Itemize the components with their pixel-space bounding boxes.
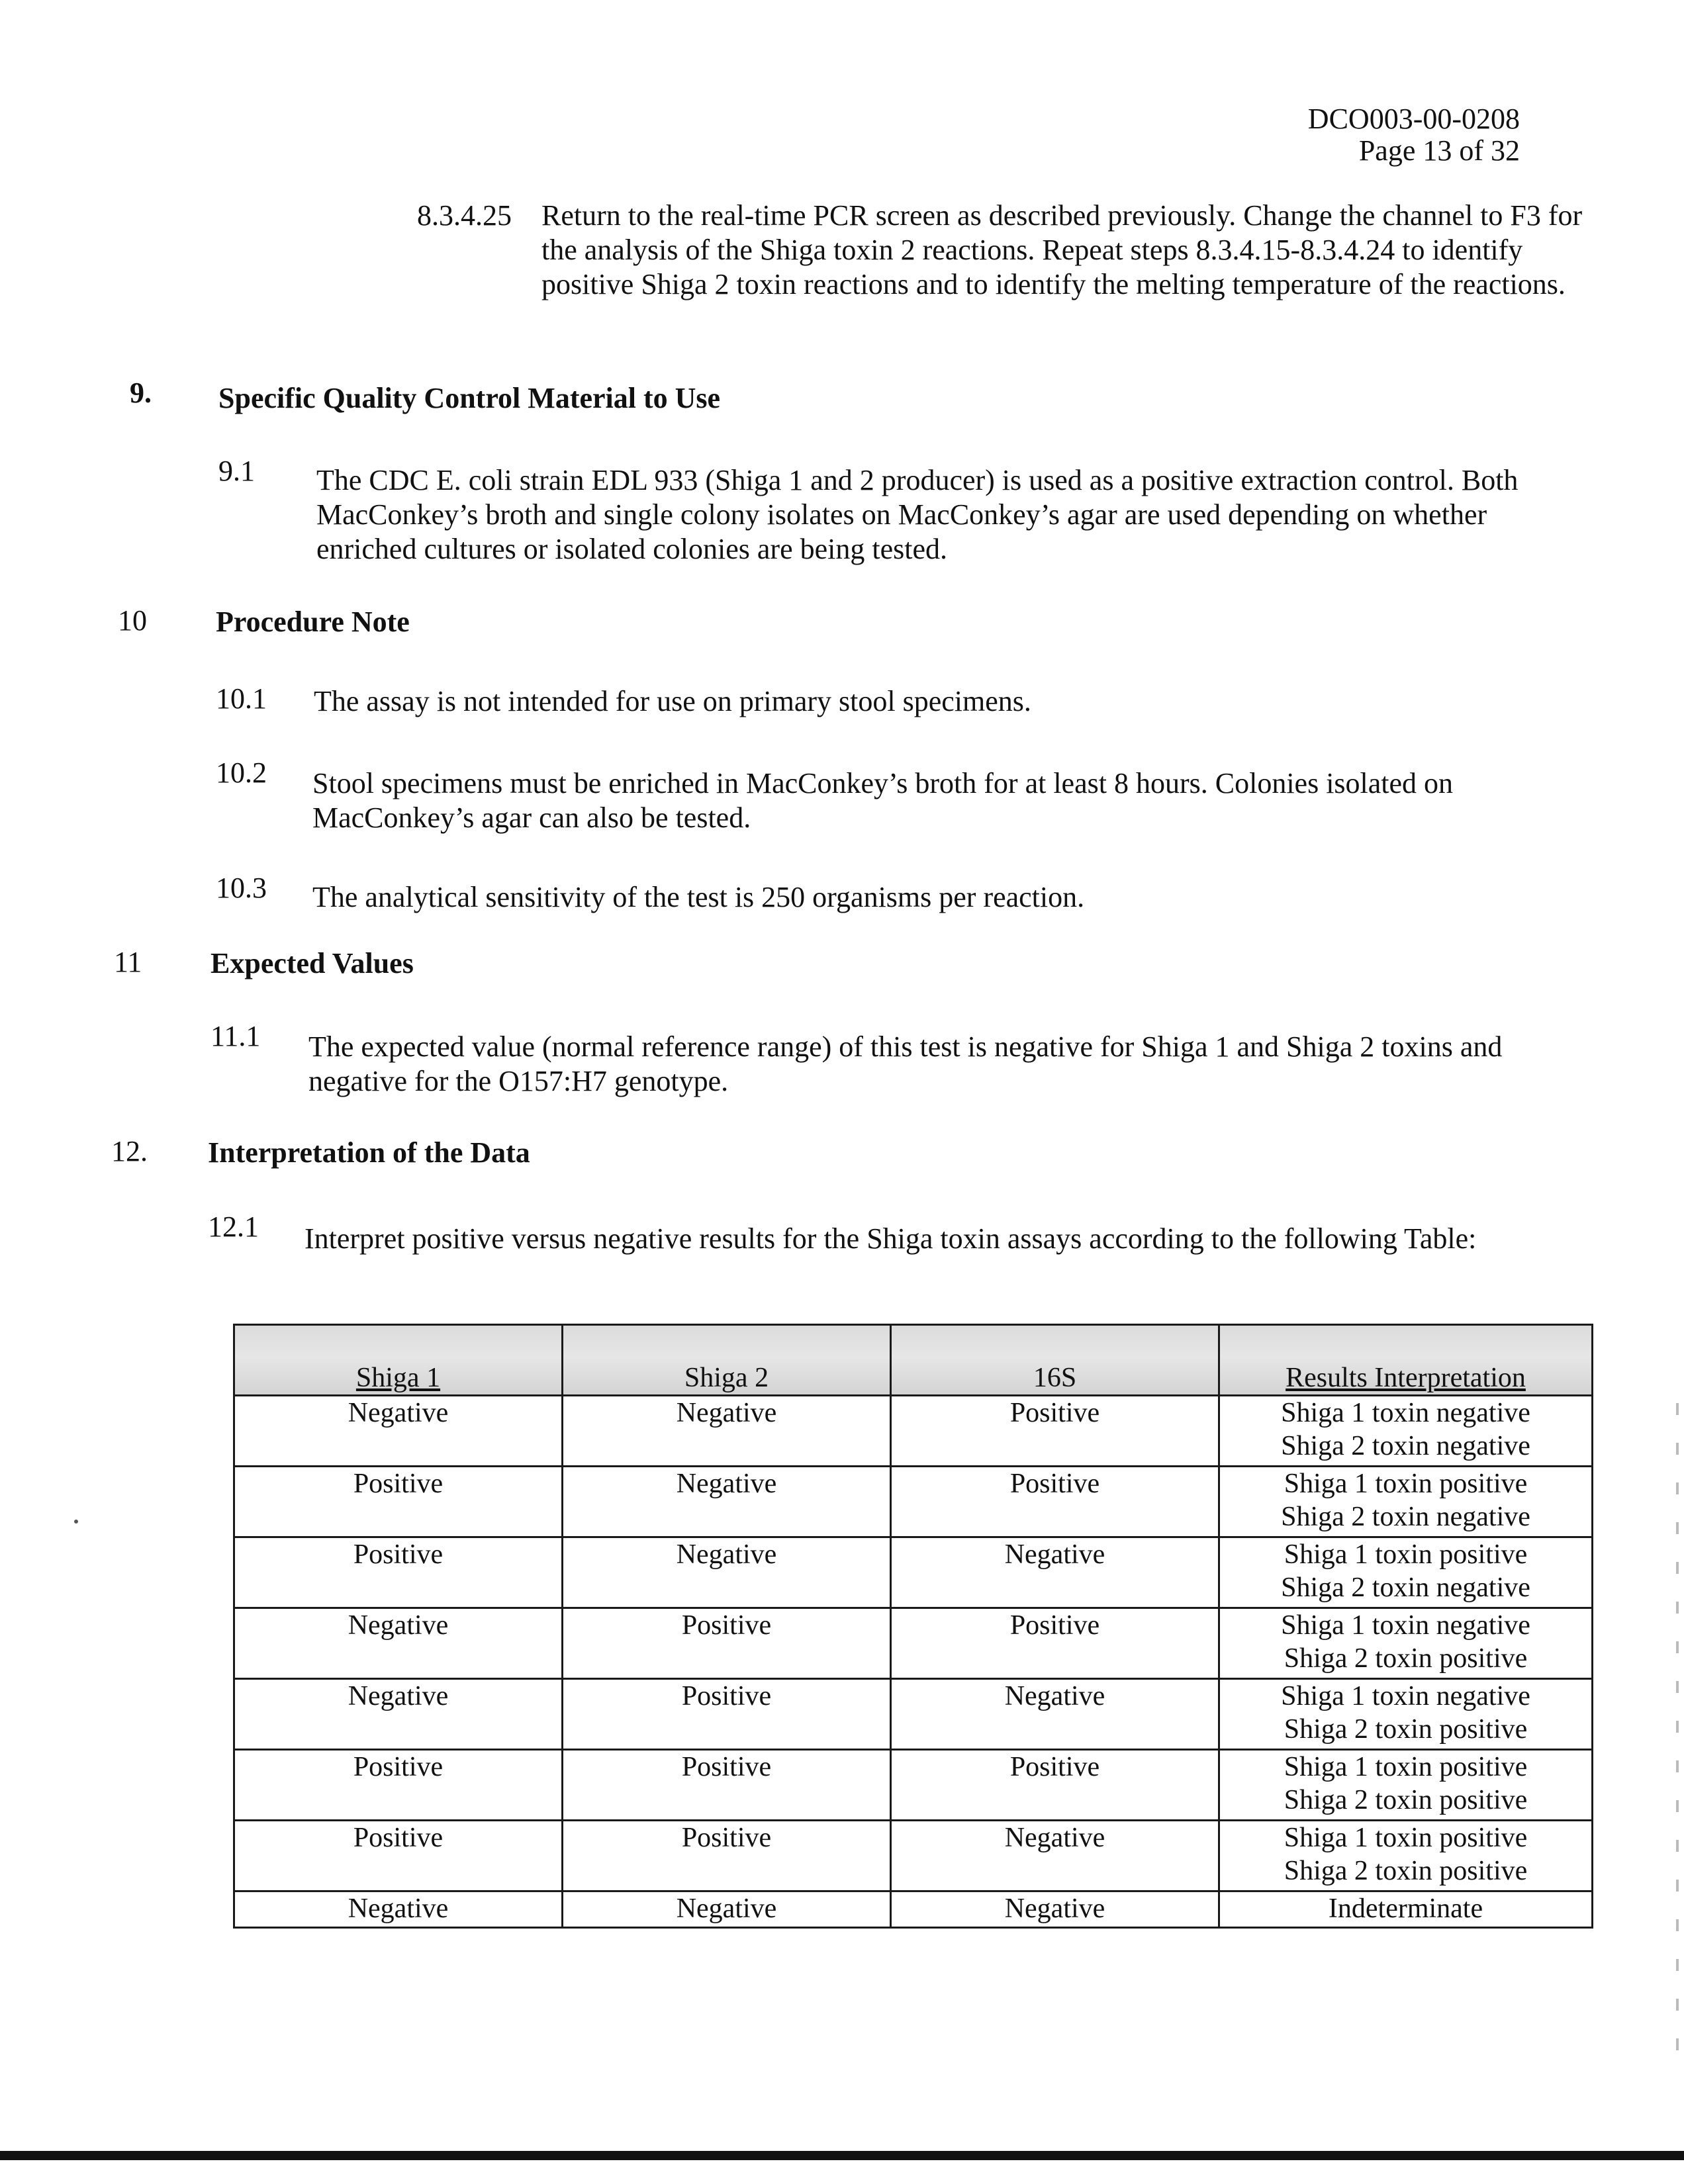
item-text: The CDC E. coli strain EDL 933 (Shiga 1 and 2 producer) is used as a positive extraction control. Both MacConkey’s broth and single colony isolates on MacConkey’s agar are used depending on whether enriched cultures or isolated colonies are being tested.: [316, 464, 1519, 565]
cell-shiga2: Positive: [563, 1750, 891, 1821]
cell-16s: Negative: [891, 1537, 1219, 1608]
table-row: [234, 1608, 1593, 1679]
item-number: 10.1: [216, 682, 267, 715]
cell-shiga1: Positive: [234, 1821, 563, 1891]
table-row: [234, 1467, 1593, 1537]
cell-16s: Positive: [891, 1750, 1219, 1821]
cell-shiga2: Negative: [563, 1396, 891, 1467]
item-text: Stool specimens must be enriched in MacConkey’s broth for at least 8 hours. Colonies isolated on MacConkey’s agar can also be tested.: [312, 767, 1454, 834]
section-number: 11: [114, 946, 142, 978]
column-header-16s: 16S: [891, 1325, 1219, 1396]
cell-interpretation: Shiga 1 toxin positive Shiga 2 toxin positive: [1219, 1821, 1593, 1891]
column-header-results-interpretation: Results Interpretation: [1219, 1325, 1593, 1396]
cell-shiga1: Negative: [234, 1608, 563, 1679]
section-heading: Specific Quality Control Material to Use: [218, 382, 721, 414]
cell-16s: Negative: [891, 1891, 1219, 1928]
results-interpretation-table: [233, 1324, 1593, 1929]
cell-interpretation: Indeterminate: [1219, 1891, 1593, 1928]
section-number: 10: [118, 604, 147, 637]
item-text: The expected value (normal reference range) of this test is negative for Shiga 1 and Shiga 2 toxins and negative for the O157:H7 genotype.: [308, 1030, 1503, 1097]
table-row: [234, 1396, 1593, 1467]
item-text: The analytical sensitivity of the test is 250 organisms per reaction.: [312, 881, 1085, 913]
scan-edge-marks: [1676, 1403, 1679, 2065]
cell-interpretation: Shiga 1 toxin negative Shiga 2 toxin negative: [1219, 1396, 1593, 1467]
item-number: 10.2: [216, 756, 267, 789]
column-header-shiga2: Shiga 2: [563, 1325, 891, 1396]
cell-shiga2: Negative: [563, 1537, 891, 1608]
cell-shiga2: Positive: [563, 1679, 891, 1750]
step-number: 8.3.4.25: [417, 199, 512, 232]
page-number: Page 13 of 32: [1358, 134, 1520, 167]
item-number: 12.1: [208, 1210, 259, 1243]
cell-shiga1: Positive: [234, 1537, 563, 1608]
cell-interpretation: Shiga 1 toxin positive Shiga 2 toxin negative: [1219, 1467, 1593, 1537]
cell-shiga2: Positive: [563, 1608, 891, 1679]
document-id: DCO003-00-0208: [1307, 103, 1520, 135]
cell-16s: Positive: [891, 1396, 1219, 1467]
section-heading: Interpretation of the Data: [208, 1136, 530, 1169]
section-heading: Expected Values: [210, 947, 414, 979]
cell-shiga2: Negative: [563, 1891, 891, 1928]
cell-shiga1: Positive: [234, 1467, 563, 1537]
table-header-row: [234, 1325, 1593, 1396]
table-row: [234, 1750, 1593, 1821]
cell-interpretation: Shiga 1 toxin negative Shiga 2 toxin positive: [1219, 1679, 1593, 1750]
table-row: [234, 1537, 1593, 1608]
item-number: 9.1: [218, 455, 255, 487]
cell-shiga1: Negative: [234, 1679, 563, 1750]
margin-speck: [74, 1520, 78, 1524]
item-number: 11.1: [210, 1020, 261, 1052]
column-header-shiga1: Shiga 1: [234, 1325, 563, 1396]
section-number: 12.: [111, 1135, 148, 1167]
section-number: 9.: [130, 377, 152, 409]
item-text: Interpret positive versus negative results for the Shiga toxin assays according to the following Table:: [304, 1222, 1477, 1255]
cell-shiga1: Negative: [234, 1396, 563, 1467]
table-row: [234, 1891, 1593, 1928]
cell-shiga1: Positive: [234, 1750, 563, 1821]
cell-interpretation: Shiga 1 toxin positive Shiga 2 toxin positive: [1219, 1750, 1593, 1821]
cell-16s: Negative: [891, 1679, 1219, 1750]
step-text: Return to the real-time PCR screen as described previously. Change the channel to F3 for the analysis of the Shiga toxin 2 reactions. Repeat steps 8.3.4.15-8.3.4.24 to identify positive Shiga 2 toxin reactions and to identify the melting temperature of the reactions.: [541, 199, 1583, 300]
cell-shiga1: Negative: [234, 1891, 563, 1928]
cell-16s: Positive: [891, 1608, 1219, 1679]
item-text: The assay is not intended for use on primary stool specimens.: [314, 685, 1031, 717]
table-row: [234, 1679, 1593, 1750]
cell-interpretation: Shiga 1 toxin positive Shiga 2 toxin negative: [1219, 1537, 1593, 1608]
bottom-rule: [0, 2151, 1684, 2160]
table-row: [234, 1821, 1593, 1891]
section-heading: Procedure Note: [216, 606, 410, 638]
cell-shiga2: Positive: [563, 1821, 891, 1891]
cell-16s: Positive: [891, 1467, 1219, 1537]
cell-16s: Negative: [891, 1821, 1219, 1891]
cell-shiga2: Negative: [563, 1467, 891, 1537]
item-number: 10.3: [216, 872, 267, 904]
cell-interpretation: Shiga 1 toxin negative Shiga 2 toxin positive: [1219, 1608, 1593, 1679]
